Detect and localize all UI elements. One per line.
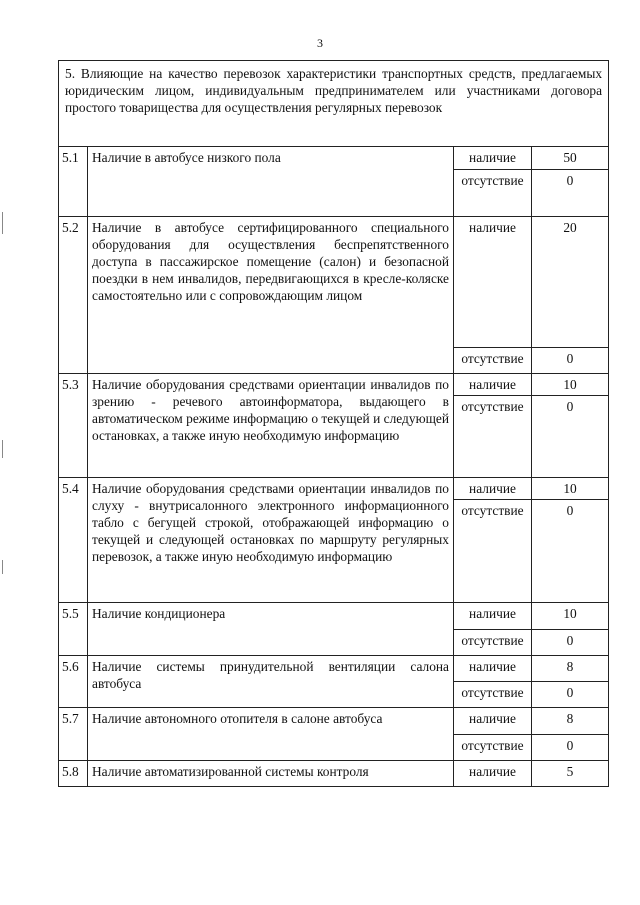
row-description: Наличие в автобусе низкого пола xyxy=(88,147,454,217)
option-absence: отсутствие xyxy=(454,682,532,708)
score-absence: 0 xyxy=(532,396,609,478)
option-absence: отсутствие xyxy=(454,170,532,196)
row-number: 5.2 xyxy=(59,217,88,374)
scan-artifact xyxy=(2,440,3,458)
row-number: 5.7 xyxy=(59,708,88,761)
row-description: Наличие автономного отопителя в салоне автобуса xyxy=(88,708,454,761)
row-description: Наличие в автобусе сертифицированного специального оборудования для осуществления беспрепятственного доступа в пассажирское помещение (салон) и безопасной поездки в нем инвалидов, передвигающихся в кресле-коляске самостоятельно или с сопровождающим лицом xyxy=(88,217,454,374)
score-presence: 8 xyxy=(532,656,609,682)
section-header-row xyxy=(59,61,609,147)
option-absence: отсутствие xyxy=(454,348,532,374)
option-presence: наличие xyxy=(454,708,532,735)
scan-artifact xyxy=(2,560,3,574)
score-absence: 0 xyxy=(532,630,609,656)
option-absence: отсутствие xyxy=(454,630,532,656)
row-description: Наличие оборудования средствами ориентации инвалидов по слуху - внутрисалонного электронного информационного табло с бегущей строкой, отображающей информацию о текущей и следующей остановках по маршруту регулярных перевозок, а также иную необходимую информацию xyxy=(88,478,454,603)
option-presence: наличие xyxy=(454,603,532,630)
score-absence: 0 xyxy=(532,500,609,603)
row-number: 5.3 xyxy=(59,374,88,478)
option-presence: наличие xyxy=(454,217,532,348)
row-description: Наличие оборудования средствами ориентации инвалидов по зрению - речевого автоинформатора, выдающего в автоматическом режиме информацию о текущей и следующей остановках, а также иную необходимую информацию xyxy=(88,374,454,478)
scan-artifact xyxy=(2,212,3,234)
score-presence: 5 xyxy=(532,761,609,787)
score-presence: 10 xyxy=(532,603,609,630)
page-number: 3 xyxy=(317,36,323,50)
row-number: 5.4 xyxy=(59,478,88,603)
table-row xyxy=(59,656,609,682)
row-description: Наличие кондиционера xyxy=(88,603,454,656)
table-row xyxy=(59,147,609,170)
option-absence: отсутствие xyxy=(454,735,532,761)
score-absence: 0 xyxy=(532,682,609,708)
score-presence: 8 xyxy=(532,708,609,735)
row-number: 5.6 xyxy=(59,656,88,708)
score-absence: 0 xyxy=(532,170,609,196)
option-presence: наличие xyxy=(454,761,532,787)
table-row xyxy=(59,478,609,500)
table-row xyxy=(59,603,609,630)
row-description: Наличие автоматизированной системы контроля xyxy=(88,761,454,787)
section-title: 5. Влияющие на качество перевозок характеристики транспортных средств, предлагаемых юридическим лицом, индивидуальным предпринимателем или участниками договора простого товарищества для осуществления регулярных перевозок xyxy=(59,61,609,147)
row-number: 5.5 xyxy=(59,603,88,656)
option-presence: наличие xyxy=(454,478,532,500)
score-presence: 20 xyxy=(532,217,609,348)
table-row xyxy=(59,761,609,787)
option-absence: отсутствие xyxy=(454,396,532,478)
table-row xyxy=(59,217,609,348)
criteria-table xyxy=(58,60,609,787)
table-row xyxy=(59,374,609,396)
option-presence: наличие xyxy=(454,374,532,396)
score-presence: 10 xyxy=(532,478,609,500)
score-absence: 0 xyxy=(532,348,609,374)
score-presence: 10 xyxy=(532,374,609,396)
row-number: 5.8 xyxy=(59,761,88,787)
score-presence: 50 xyxy=(532,147,609,170)
option-absence: отсутствие xyxy=(454,500,532,603)
score-absence: 0 xyxy=(532,735,609,761)
table-row xyxy=(59,708,609,735)
row-description: Наличие системы принудительной вентиляции салона автобуса xyxy=(88,656,454,708)
option-presence: наличие xyxy=(454,147,532,170)
option-presence: наличие xyxy=(454,656,532,682)
row-number: 5.1 xyxy=(59,147,88,217)
